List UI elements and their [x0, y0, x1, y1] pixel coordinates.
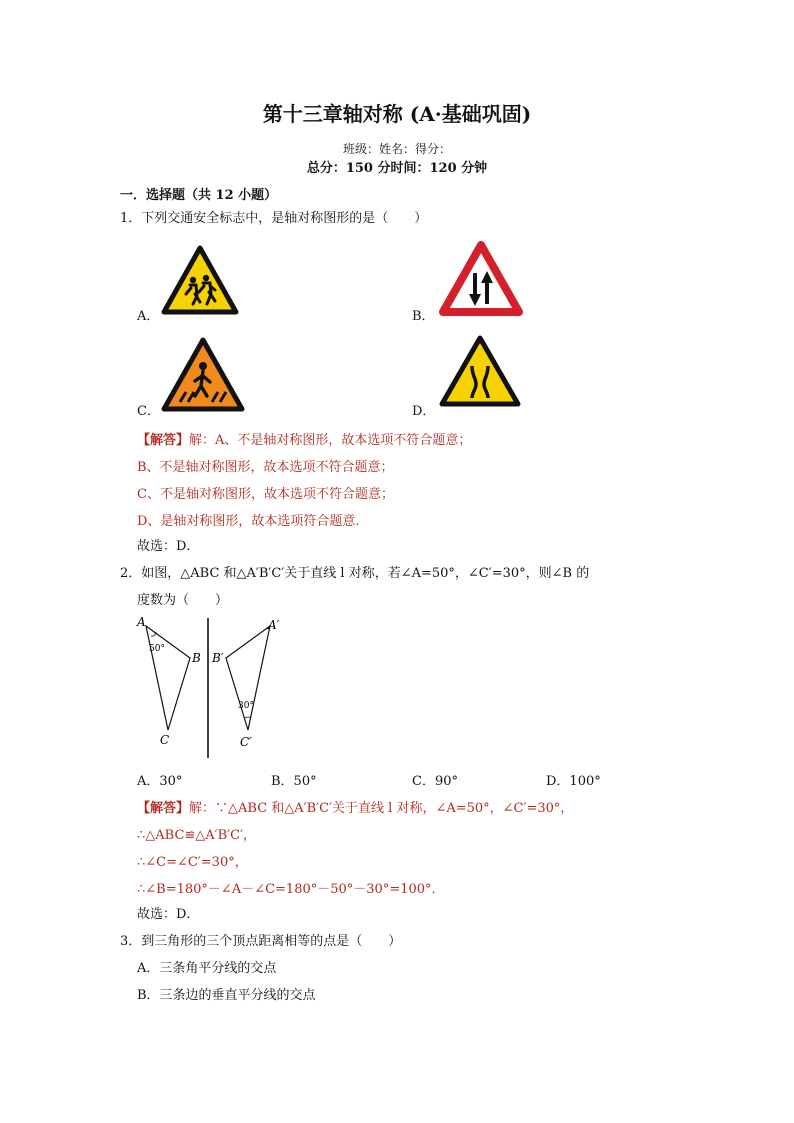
student-info-line: 班级：姓名：得分： — [342, 142, 451, 156]
two-way-traffic-sign-icon — [438, 240, 524, 318]
q2-answer-line1 — [137, 797, 573, 816]
vertex-b2-label: B′ — [212, 651, 224, 665]
q2-triangle-figure — [134, 612, 294, 762]
q2-answer-line1-text: 解：∵△ABC 和△A′B′C′关于直线 l 对称，∠A=50°，∠C′=30°， — [189, 801, 574, 816]
section-heading: 一．选择题（共 12 小题） — [120, 188, 278, 203]
triangle-abc — [146, 626, 190, 730]
vertex-b-label: B — [192, 651, 201, 665]
vertex-a-label: A — [137, 615, 146, 629]
q2-answer-line2: ∴△ABC≌△A′B′C′， — [137, 828, 257, 843]
q3-option-a: A．三条角平分线的交点 — [137, 961, 277, 976]
q1-answer-line3: C、不是轴对称图形，故本选项不符合题意； — [137, 487, 394, 502]
children-crossing-sign-icon — [160, 244, 240, 318]
q1-answer-line2: B、不是轴对称图形，故本选项不符合题意； — [137, 460, 394, 475]
q2-answer-line4: ∴∠B=180°－∠A－∠C=180°－50°－30°=100°． — [137, 882, 445, 897]
page-title: 第十三章轴对称 (A·基础巩固) — [262, 102, 532, 126]
triangle-a2b2c2 — [226, 626, 270, 730]
q1-option-a-label: A． — [137, 309, 160, 324]
answer-tag: 【解答】 — [137, 433, 190, 448]
question-2-stem-line2: 度数为（ ） — [137, 593, 229, 608]
q2-option-a: A．30° — [137, 774, 183, 789]
vertex-c-label: C — [160, 733, 170, 747]
q2-option-b: B．50° — [271, 774, 317, 789]
q2-option-c: C．90° — [412, 774, 458, 789]
q1-answer-choice: 故选：D． — [137, 539, 200, 554]
question-1-stem: 1．下列交通安全标志中，是轴对称图形的是（ ） — [120, 211, 428, 226]
q1-answer-line1 — [137, 429, 471, 448]
question-2-stem-line1: 2．如图，△ABC 和△A′B′C′关于直线 l 对称，若∠A=50°，∠C′=30°，则∠B 的 — [120, 566, 590, 581]
vertex-c2-label: C′ — [240, 735, 252, 749]
q1-option-d-label: D． — [412, 404, 436, 419]
q1-answer-line4: D、是轴对称图形，故本选项符合题意． — [137, 514, 369, 529]
angle-a-label: 50° — [149, 644, 165, 654]
road-narrows-sign-icon — [438, 334, 522, 410]
score-time-line: 总分：150 分时间：120 分钟 — [306, 161, 488, 176]
question-3-stem: 3．到三角形的三个顶点距离相等的点是（ ） — [120, 934, 402, 949]
q2-answer-line3: ∴∠C=∠C′=30°， — [137, 855, 248, 870]
pedestrian-crossing-sign-icon — [160, 336, 246, 414]
q1-answer-line1-text: 解：A、不是轴对称图形，故本选项不符合题意； — [189, 433, 472, 448]
q1-option-b-label: B． — [412, 309, 435, 324]
vertex-a2-label: A′ — [268, 618, 280, 632]
q1-option-c-label: C． — [137, 404, 160, 419]
q2-option-d: D．100° — [546, 774, 601, 789]
answer-tag: 【解答】 — [137, 801, 190, 816]
q3-option-b: B．三条边的垂直平分线的交点 — [137, 988, 316, 1003]
angle-c2-label: 30° — [238, 701, 254, 711]
q2-answer-choice: 故选：D． — [137, 907, 200, 922]
